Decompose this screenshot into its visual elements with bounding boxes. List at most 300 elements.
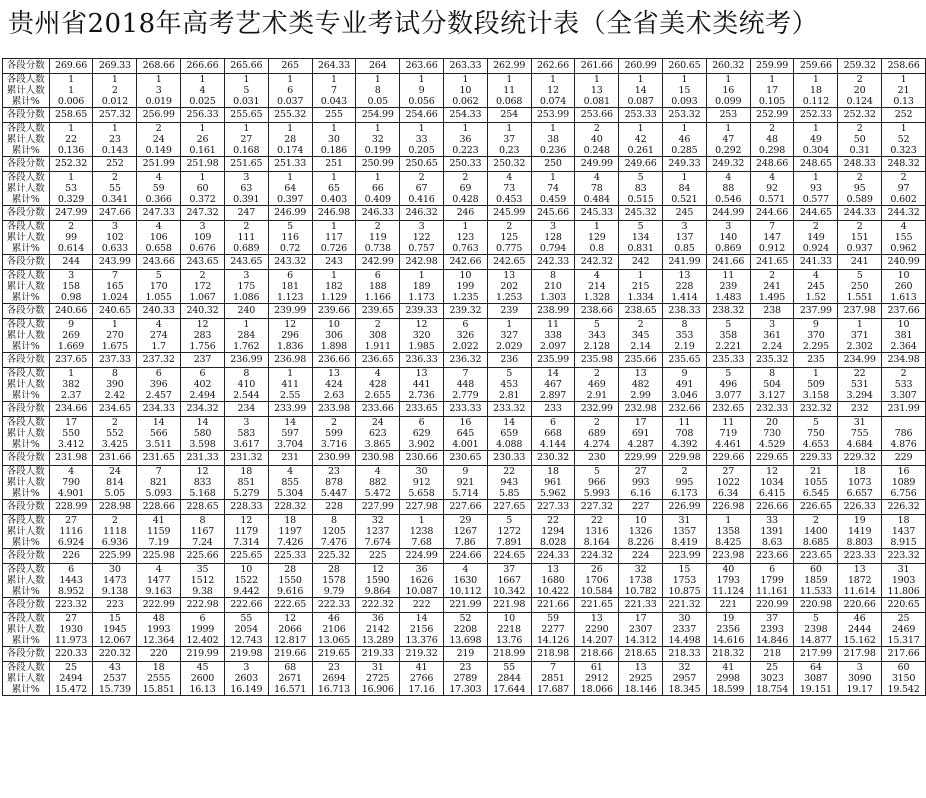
table-cell: 256.99 bbox=[137, 108, 181, 123]
table-cell: 0.658 bbox=[137, 243, 181, 255]
table-cell: 2.364 bbox=[882, 341, 926, 353]
count-row bbox=[3, 172, 926, 184]
table-cell: 8.63 bbox=[750, 537, 794, 549]
table-cell: 2 bbox=[137, 123, 181, 135]
table-cell: 218.32 bbox=[706, 647, 750, 662]
table-cell: 25 bbox=[882, 613, 926, 625]
table-cell: 13 bbox=[487, 270, 531, 282]
table-cell: 1512 bbox=[181, 575, 225, 586]
table-cell: 252.32 bbox=[49, 157, 93, 172]
table-cell: 1 bbox=[356, 74, 400, 86]
percent-row bbox=[3, 439, 926, 451]
table-cell: 246.33 bbox=[356, 206, 400, 221]
table-cell: 37 bbox=[487, 564, 531, 576]
table-cell: 0.068 bbox=[487, 96, 531, 108]
table-cell: 6.415 bbox=[750, 488, 794, 500]
table-cell: 246 bbox=[443, 206, 487, 221]
table-cell: 25 bbox=[750, 662, 794, 674]
table-cell: 250.32 bbox=[487, 157, 531, 172]
row-label: 累计人数 bbox=[3, 85, 50, 96]
table-cell: 3.865 bbox=[356, 439, 400, 451]
table-cell: 1 bbox=[619, 270, 663, 282]
table-cell: 2 bbox=[663, 466, 707, 478]
table-cell: 223.66 bbox=[750, 549, 794, 564]
table-cell: 7.68 bbox=[400, 537, 444, 549]
table-cell: 993 bbox=[619, 477, 663, 488]
table-cell: 1.086 bbox=[224, 292, 268, 304]
table-cell: 0.98 bbox=[49, 292, 93, 304]
table-cell: 4 bbox=[268, 466, 312, 478]
table-cell: 251.98 bbox=[181, 157, 225, 172]
table-cell: 241.99 bbox=[663, 255, 707, 270]
row-label: 各段人数 bbox=[3, 417, 50, 429]
table-cell: 257.32 bbox=[93, 108, 137, 123]
table-cell: 31 bbox=[663, 515, 707, 527]
row-label: 累计% bbox=[3, 341, 50, 353]
table-cell: 4 bbox=[794, 270, 838, 282]
table-cell: 5 bbox=[487, 515, 531, 527]
score-row bbox=[3, 353, 926, 368]
table-cell: 246.32 bbox=[400, 206, 444, 221]
table-cell: 1 bbox=[882, 123, 926, 135]
table-cell: 255.32 bbox=[268, 108, 312, 123]
table-cell: 306 bbox=[312, 330, 356, 341]
table-cell: 254 bbox=[487, 108, 531, 123]
table-cell: 1238 bbox=[400, 526, 444, 537]
table-cell: 1.551 bbox=[838, 292, 882, 304]
table-cell: 1680 bbox=[531, 575, 575, 586]
score-row bbox=[3, 647, 926, 662]
table-cell: 1738 bbox=[619, 575, 663, 586]
table-cell: 2.655 bbox=[356, 390, 400, 402]
table-cell: 2 bbox=[794, 221, 838, 233]
table-cell: 102 bbox=[93, 232, 137, 243]
table-cell: 12 bbox=[356, 564, 400, 576]
table-cell: 0.341 bbox=[93, 194, 137, 206]
table-cell: 242.32 bbox=[575, 255, 619, 270]
score-row bbox=[3, 157, 926, 172]
cumulative-row bbox=[3, 379, 926, 390]
table-cell: 855 bbox=[268, 477, 312, 488]
table-cell: 221.65 bbox=[575, 598, 619, 613]
percent-row bbox=[3, 390, 926, 402]
table-cell: 18 bbox=[838, 466, 882, 478]
table-cell: 27 bbox=[224, 134, 268, 145]
table-cell: 233.33 bbox=[443, 402, 487, 417]
table-cell: 1 bbox=[268, 74, 312, 86]
table-cell: 668 bbox=[531, 428, 575, 439]
table-cell: 73 bbox=[487, 183, 531, 194]
table-cell: 0.081 bbox=[575, 96, 619, 108]
table-cell: 254.66 bbox=[400, 108, 444, 123]
table-cell: 250.65 bbox=[400, 157, 444, 172]
table-cell: 0.409 bbox=[356, 194, 400, 206]
table-cell: 3 bbox=[706, 221, 750, 233]
table-cell: 59 bbox=[531, 613, 575, 625]
table-cell: 12 bbox=[268, 319, 312, 331]
table-cell: 260.65 bbox=[663, 59, 707, 74]
table-cell: 230.99 bbox=[312, 451, 356, 466]
table-cell: 623 bbox=[356, 428, 400, 439]
table-cell: 11.161 bbox=[750, 586, 794, 598]
table-cell: 0.074 bbox=[531, 96, 575, 108]
table-cell: 17 bbox=[619, 417, 663, 429]
table-cell: 9.163 bbox=[137, 586, 181, 598]
table-cell: 1.495 bbox=[750, 292, 794, 304]
table-cell: 229.65 bbox=[750, 451, 794, 466]
table-cell: 235.65 bbox=[663, 353, 707, 368]
table-cell: 55 bbox=[224, 613, 268, 625]
cumulative-row bbox=[3, 526, 926, 537]
table-cell: 12 bbox=[268, 613, 312, 625]
table-cell: 247.33 bbox=[137, 206, 181, 221]
table-cell: 0.161 bbox=[181, 145, 225, 157]
table-cell: 218.66 bbox=[575, 647, 619, 662]
table-cell: 1 bbox=[49, 74, 93, 86]
table-cell: 245.33 bbox=[575, 206, 619, 221]
table-cell: 60 bbox=[882, 662, 926, 674]
table-cell: 55 bbox=[93, 183, 137, 194]
table-cell: 7.314 bbox=[224, 537, 268, 549]
table-cell: 3 bbox=[224, 417, 268, 429]
table-cell: 27 bbox=[706, 466, 750, 478]
table-cell: 597 bbox=[268, 428, 312, 439]
table-cell: 43 bbox=[93, 662, 137, 674]
table-cell: 2671 bbox=[268, 673, 312, 684]
table-cell: 261.66 bbox=[575, 59, 619, 74]
table-cell: 219.99 bbox=[181, 647, 225, 662]
table-cell: 78 bbox=[575, 183, 619, 194]
table-cell: 12 bbox=[400, 319, 444, 331]
table-cell: 67 bbox=[400, 183, 444, 194]
count-row bbox=[3, 466, 926, 478]
table-cell: 233.65 bbox=[400, 402, 444, 417]
table-cell: 249.99 bbox=[575, 157, 619, 172]
table-cell: 26 bbox=[181, 134, 225, 145]
table-cell: 1.985 bbox=[400, 341, 444, 353]
table-cell: 93 bbox=[794, 183, 838, 194]
table-cell: 16.149 bbox=[224, 684, 268, 696]
table-cell: 3.716 bbox=[312, 439, 356, 451]
table-cell: 1 bbox=[750, 74, 794, 86]
table-cell: 2 bbox=[93, 515, 137, 527]
table-cell: 2851 bbox=[531, 673, 575, 684]
table-cell: 3.412 bbox=[49, 439, 93, 451]
table-cell: 2 bbox=[619, 319, 663, 331]
table-cell: 16 bbox=[882, 466, 926, 478]
table-cell: 16.713 bbox=[312, 684, 356, 696]
table-cell: 240 bbox=[224, 304, 268, 319]
table-cell: 371 bbox=[838, 330, 882, 341]
table-cell: 14 bbox=[137, 417, 181, 429]
table-cell: 4.876 bbox=[882, 439, 926, 451]
table-cell: 147 bbox=[750, 232, 794, 243]
table-cell: 4.287 bbox=[619, 439, 663, 451]
table-cell: 232.65 bbox=[706, 402, 750, 417]
table-cell: 1 bbox=[882, 74, 926, 86]
table-cell: 3.704 bbox=[268, 439, 312, 451]
table-cell: 248.65 bbox=[794, 157, 838, 172]
table-cell: 65 bbox=[312, 183, 356, 194]
table-cell: 202 bbox=[487, 281, 531, 292]
table-cell: 1 bbox=[181, 74, 225, 86]
table-cell: 31 bbox=[838, 417, 882, 429]
table-cell: 1872 bbox=[838, 575, 882, 586]
table-cell: 253 bbox=[706, 108, 750, 123]
table-cell: 1.898 bbox=[312, 341, 356, 353]
table-cell: 1358 bbox=[706, 526, 750, 537]
table-cell: 251.33 bbox=[268, 157, 312, 172]
score-row bbox=[3, 549, 926, 564]
table-cell: 2.544 bbox=[224, 390, 268, 402]
table-cell: 2 bbox=[575, 368, 619, 380]
table-cell: 3 bbox=[224, 172, 268, 184]
table-cell: 0.285 bbox=[663, 145, 707, 157]
table-cell: 13 bbox=[575, 613, 619, 625]
table-cell: 1753 bbox=[663, 575, 707, 586]
table-cell: 239 bbox=[706, 281, 750, 292]
table-cell: 1 bbox=[312, 74, 356, 86]
table-cell: 6.756 bbox=[882, 488, 926, 500]
table-cell: 231.66 bbox=[93, 451, 137, 466]
table-cell: 251.99 bbox=[137, 157, 181, 172]
table-cell: 2789 bbox=[443, 673, 487, 684]
table-cell: 231.99 bbox=[882, 402, 926, 417]
table-cell: 1.253 bbox=[487, 292, 531, 304]
table-cell: 234 bbox=[224, 402, 268, 417]
table-cell: 2277 bbox=[531, 624, 575, 635]
table-cell: 1 bbox=[575, 221, 619, 233]
table-cell: 4 bbox=[181, 85, 225, 96]
row-label: 累计% bbox=[3, 439, 50, 451]
table-cell: 7 bbox=[531, 662, 575, 674]
row-label: 累计% bbox=[3, 390, 50, 402]
cumulative-row bbox=[3, 134, 926, 145]
table-cell: 246.99 bbox=[268, 206, 312, 221]
table-cell: 252 bbox=[882, 108, 926, 123]
table-cell: 2537 bbox=[93, 673, 137, 684]
table-cell: 361 bbox=[750, 330, 794, 341]
table-cell: 236 bbox=[487, 353, 531, 368]
row-label: 各段人数 bbox=[3, 613, 50, 625]
table-cell: 19.17 bbox=[838, 684, 882, 696]
table-cell: 48 bbox=[137, 613, 181, 625]
table-cell: 5 bbox=[619, 221, 663, 233]
table-cell: 6 bbox=[49, 564, 93, 576]
cumulative-row bbox=[3, 624, 926, 635]
table-cell: 250 bbox=[531, 157, 575, 172]
table-cell: 0.589 bbox=[838, 194, 882, 206]
table-cell: 0.012 bbox=[93, 96, 137, 108]
table-cell: 13 bbox=[531, 564, 575, 576]
table-cell: 0.124 bbox=[838, 96, 882, 108]
table-cell: 961 bbox=[531, 477, 575, 488]
score-row bbox=[3, 206, 926, 221]
table-cell: 1.836 bbox=[268, 341, 312, 353]
table-cell: 2.022 bbox=[443, 341, 487, 353]
table-cell: 5.093 bbox=[137, 488, 181, 500]
table-cell: 241.33 bbox=[794, 255, 838, 270]
cumulative-row bbox=[3, 477, 926, 488]
table-cell: 239.32 bbox=[443, 304, 487, 319]
table-cell: 1 bbox=[531, 172, 575, 184]
table-cell: 14.877 bbox=[794, 635, 838, 647]
table-cell: 0.292 bbox=[706, 145, 750, 157]
cumulative-row bbox=[3, 281, 926, 292]
table-cell: 46 bbox=[663, 134, 707, 145]
table-cell: 750 bbox=[794, 428, 838, 439]
table-cell: 10 bbox=[312, 319, 356, 331]
table-cell: 248.66 bbox=[750, 157, 794, 172]
table-cell: 0.323 bbox=[882, 145, 926, 157]
table-cell: 5.714 bbox=[443, 488, 487, 500]
table-cell: 5.85 bbox=[487, 488, 531, 500]
table-cell: 0.763 bbox=[443, 243, 487, 255]
table-cell: 55 bbox=[487, 662, 531, 674]
table-cell: 149 bbox=[794, 232, 838, 243]
table-cell: 64 bbox=[794, 662, 838, 674]
percent-row bbox=[3, 145, 926, 157]
table-cell: 0.261 bbox=[619, 145, 663, 157]
table-cell: 9.79 bbox=[312, 586, 356, 598]
table-cell: 10 bbox=[882, 319, 926, 331]
table-cell: 19 bbox=[838, 515, 882, 527]
table-cell: 0.236 bbox=[531, 145, 575, 157]
table-cell: 2 bbox=[882, 368, 926, 380]
table-cell: 1 bbox=[181, 172, 225, 184]
table-cell: 233.99 bbox=[268, 402, 312, 417]
table-cell: 7.426 bbox=[268, 537, 312, 549]
table-cell: 1 bbox=[93, 74, 137, 86]
table-cell: 13.065 bbox=[312, 635, 356, 647]
table-cell: 269.66 bbox=[49, 59, 93, 74]
table-cell: 448 bbox=[443, 379, 487, 390]
table-cell: 10.584 bbox=[575, 586, 619, 598]
count-row bbox=[3, 515, 926, 527]
table-cell: 222.66 bbox=[224, 598, 268, 613]
table-cell: 2290 bbox=[575, 624, 619, 635]
table-cell: 1799 bbox=[750, 575, 794, 586]
table-cell: 235.33 bbox=[706, 353, 750, 368]
cumulative-row bbox=[3, 330, 926, 341]
count-row bbox=[3, 564, 926, 576]
table-cell: 1 bbox=[663, 74, 707, 86]
table-cell: 99 bbox=[49, 232, 93, 243]
table-cell: 252.33 bbox=[794, 108, 838, 123]
table-cell: 689 bbox=[575, 428, 619, 439]
table-cell: 5.962 bbox=[531, 488, 575, 500]
table-cell: 1 bbox=[400, 74, 444, 86]
table-cell: 269 bbox=[49, 330, 93, 341]
row-label: 累计人数 bbox=[3, 183, 50, 194]
table-cell: 14 bbox=[531, 368, 575, 380]
table-cell: 240.65 bbox=[93, 304, 137, 319]
table-cell: 219.32 bbox=[400, 647, 444, 662]
table-cell: 0.794 bbox=[531, 243, 575, 255]
row-label: 各段人数 bbox=[3, 466, 50, 478]
table-cell: 106 bbox=[137, 232, 181, 243]
table-cell: 17 bbox=[49, 417, 93, 429]
table-cell: 28 bbox=[268, 564, 312, 576]
percent-row bbox=[3, 194, 926, 206]
table-cell: 223.33 bbox=[838, 549, 882, 564]
table-cell: 1 bbox=[487, 74, 531, 86]
table-cell: 7.674 bbox=[356, 537, 400, 549]
table-cell: 14 bbox=[619, 85, 663, 96]
row-label: 累计人数 bbox=[3, 477, 50, 488]
table-cell: 220.98 bbox=[794, 598, 838, 613]
table-cell: 8.915 bbox=[882, 537, 926, 549]
table-cell: 1522 bbox=[224, 575, 268, 586]
table-cell: 491 bbox=[663, 379, 707, 390]
table-cell: 14.498 bbox=[663, 635, 707, 647]
table-cell: 12 bbox=[750, 466, 794, 478]
table-cell: 2 bbox=[356, 319, 400, 331]
table-cell: 15.739 bbox=[93, 684, 137, 696]
table-cell: 2 bbox=[838, 123, 882, 135]
table-cell: 28 bbox=[312, 564, 356, 576]
table-cell: 1.414 bbox=[663, 292, 707, 304]
table-cell: 234.66 bbox=[49, 402, 93, 417]
table-cell: 226.66 bbox=[750, 500, 794, 515]
table-cell: 5.168 bbox=[181, 488, 225, 500]
table-cell: 0.689 bbox=[224, 243, 268, 255]
table-cell: 719 bbox=[706, 428, 750, 439]
table-cell: 2 bbox=[93, 172, 137, 184]
table-cell: 220.99 bbox=[750, 598, 794, 613]
table-cell: 189 bbox=[400, 281, 444, 292]
table-cell: 1443 bbox=[49, 575, 93, 586]
table-cell: 428 bbox=[356, 379, 400, 390]
table-cell: 225.32 bbox=[312, 549, 356, 564]
table-cell: 0.186 bbox=[312, 145, 356, 157]
table-cell: 1089 bbox=[882, 477, 926, 488]
table-cell: 0.037 bbox=[268, 96, 312, 108]
table-cell: 233 bbox=[531, 402, 575, 417]
table-cell: 11 bbox=[706, 270, 750, 282]
table-cell: 214 bbox=[575, 281, 619, 292]
table-cell: 2156 bbox=[400, 624, 444, 635]
table-cell: 10.087 bbox=[400, 586, 444, 598]
table-cell: 659 bbox=[487, 428, 531, 439]
row-label: 累计% bbox=[3, 488, 50, 500]
table-cell: 244.66 bbox=[750, 206, 794, 221]
table-cell: 1400 bbox=[794, 526, 838, 537]
table-cell: 453 bbox=[487, 379, 531, 390]
table-cell: 242.98 bbox=[400, 255, 444, 270]
cumulative-row bbox=[3, 232, 926, 243]
table-cell: 239.99 bbox=[268, 304, 312, 319]
table-cell: 9 bbox=[49, 319, 93, 331]
table-cell: 18 bbox=[531, 466, 575, 478]
table-cell: 1.762 bbox=[224, 341, 268, 353]
table-cell: 237.98 bbox=[838, 304, 882, 319]
table-cell: 2 bbox=[181, 270, 225, 282]
table-cell: 4.392 bbox=[663, 439, 707, 451]
table-cell: 2.99 bbox=[619, 390, 663, 402]
table-cell: 4.529 bbox=[750, 439, 794, 451]
table-cell: 215 bbox=[619, 281, 663, 292]
table-cell: 1793 bbox=[706, 575, 750, 586]
table-cell: 242.65 bbox=[487, 255, 531, 270]
table-cell: 5 bbox=[137, 270, 181, 282]
table-cell: 10.342 bbox=[487, 586, 531, 598]
table-cell: 30 bbox=[93, 564, 137, 576]
table-cell: 2.029 bbox=[487, 341, 531, 353]
table-cell: 6 bbox=[268, 85, 312, 96]
table-cell: 10 bbox=[619, 515, 663, 527]
cumulative-row bbox=[3, 673, 926, 684]
